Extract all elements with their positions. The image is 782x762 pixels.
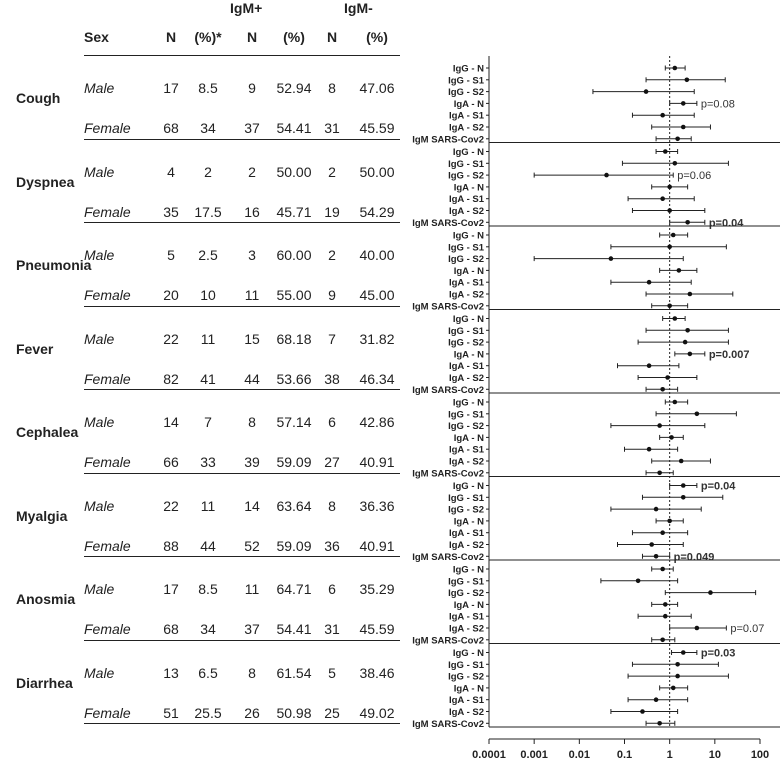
table-cell: 36.36 (359, 497, 395, 514)
table-cell: 37 (244, 120, 260, 136)
table-cell: 11 (244, 581, 260, 597)
antibody-label: IgM SARS-Cov2 (412, 551, 484, 563)
table-cell: 11 (200, 330, 216, 347)
estimate-point (609, 256, 614, 261)
table-cell: 50.98 (276, 704, 312, 721)
table-cell: 26 (244, 704, 260, 721)
estimate-point (673, 316, 678, 321)
table-cell: 38 (324, 370, 340, 387)
sex-label-male: Male (84, 497, 115, 514)
header-pct-total: (%)* (194, 29, 222, 45)
table-cell: 22 (163, 497, 179, 514)
sex-label-female: Female (84, 370, 131, 387)
estimate-point (657, 423, 662, 428)
antibody-label: IgG - S2 (448, 337, 484, 349)
antibody-label: IgA - S2 (448, 206, 484, 217)
estimate-point (671, 233, 676, 238)
antibody-label: IgA - N (453, 432, 484, 444)
estimate-point (665, 375, 670, 380)
table-cell: 44 (244, 370, 260, 387)
estimate-point (654, 507, 659, 512)
p-value-label: p=0.08 (700, 98, 735, 111)
table-cell: 54.29 (359, 203, 395, 220)
symptom-label: Diarrhea (16, 674, 73, 691)
estimate-point (644, 89, 649, 94)
table-cell: 8.5 (198, 80, 218, 96)
antibody-label: IgA - N (453, 265, 484, 277)
estimate-point (667, 519, 672, 524)
antibody-label: IgM SARS-Cov2 (412, 384, 484, 396)
antibody-label: IgG - S1 (448, 576, 484, 588)
antibody-label: IgA - S1 (448, 361, 484, 373)
table-cell: 54.41 (276, 621, 312, 637)
table-cell: 2 (328, 163, 336, 180)
antibody-label: IgM SARS-Cov2 (412, 134, 484, 146)
antibody-label: IgG - N (452, 147, 484, 158)
table-cell: 2 (248, 163, 256, 180)
table-cell: 68 (163, 621, 179, 637)
table-cell: 5 (167, 247, 175, 263)
table-cell: 2 (328, 247, 336, 263)
antibody-label: IgA - N (453, 516, 484, 528)
sex-label-male: Male (84, 414, 115, 430)
table-cell: 4 (167, 163, 175, 180)
x-tick-label: 100 (750, 749, 770, 761)
table-cell: 3 (248, 247, 256, 263)
estimate-point (640, 709, 645, 714)
antibody-label: IgG - S2 (448, 87, 484, 99)
table-cell: 31 (324, 621, 340, 637)
header-pct-igm-pos: (%) (283, 29, 305, 45)
estimate-point (695, 626, 700, 631)
sex-label-male: Male (84, 80, 115, 96)
table-cell: 34 (200, 621, 216, 637)
estimate-point (654, 697, 659, 702)
antibody-label: IgA - S2 (448, 122, 484, 134)
table-cell: 19 (324, 203, 340, 220)
table-cell: 6 (328, 414, 336, 430)
estimate-point (677, 268, 682, 273)
antibody-label: IgG - N (452, 230, 484, 242)
estimate-point (636, 579, 641, 584)
antibody-label: IgG - S2 (448, 588, 484, 600)
antibody-label: IgA - S2 (448, 707, 484, 718)
antibody-label: IgA - S1 (448, 194, 484, 206)
estimate-point (663, 149, 668, 154)
antibody-label: IgG - N (452, 397, 484, 409)
estimate-point (654, 554, 659, 559)
symptom-label: Dyspnea (16, 173, 75, 190)
antibody-label: IgG - S1 (448, 75, 484, 87)
x-tick-label: 0.1 (616, 749, 633, 761)
table-cell: 46.34 (359, 370, 395, 387)
table-cell: 57.14 (276, 414, 312, 430)
antibody-label: IgG - S1 (448, 242, 484, 254)
antibody-label: IgG - N (452, 648, 484, 659)
x-tick-label: 1 (666, 749, 673, 761)
symptom-label: Cough (16, 90, 61, 106)
sex-label-female: Female (84, 287, 131, 303)
estimate-point (685, 220, 690, 225)
header-n-igm-neg: N (326, 29, 338, 45)
table-cell: 33 (200, 454, 216, 470)
table-cell: 36 (324, 537, 340, 554)
group-header-igm-negative: IgM- (344, 0, 373, 16)
x-tick-label: 0.01 (568, 749, 591, 761)
estimate-point (660, 196, 665, 201)
table-cell: 6 (328, 581, 336, 597)
antibody-label: IgM SARS-Cov2 (412, 217, 484, 229)
estimate-point (667, 304, 672, 309)
table-cell: 45.59 (359, 120, 395, 136)
table-cell: 50.00 (359, 163, 395, 180)
antibody-label: IgM SARS-Cov2 (412, 468, 484, 480)
estimate-point (673, 66, 678, 71)
antibody-label: IgA - S1 (448, 110, 484, 122)
estimate-point (681, 125, 686, 130)
x-tick-label: 0.0001 (472, 749, 506, 761)
table-cell: 7 (328, 330, 336, 347)
table-cell: 9 (248, 80, 256, 96)
table-cell: 54.41 (276, 120, 312, 136)
table-cell: 55.00 (276, 287, 312, 303)
estimate-point (604, 173, 609, 178)
antibody-label: IgA - S2 (448, 540, 484, 551)
antibody-label: IgA - S1 (448, 695, 484, 707)
estimate-point (679, 459, 684, 464)
table-cell: 11 (200, 497, 216, 514)
table-cell: 38.46 (359, 664, 395, 681)
symptom-label: Fever (16, 340, 54, 357)
table-cell: 66 (163, 454, 179, 470)
estimate-point (667, 185, 672, 190)
antibody-label: IgG - N (452, 564, 484, 576)
estimate-point (660, 638, 665, 643)
symptom-label: Pneumonia (16, 257, 92, 273)
symptom-label: Myalgia (16, 507, 68, 524)
p-value-label: p=0.04 (708, 217, 744, 230)
table-cell: 40.91 (359, 537, 395, 554)
antibody-label: IgA - S2 (448, 456, 484, 468)
estimate-point (673, 400, 678, 405)
table-cell: 2.5 (198, 247, 218, 263)
table-cell: 82 (163, 370, 179, 387)
table-cell: 22 (163, 330, 179, 347)
estimate-point (708, 590, 713, 595)
antibody-label: IgA - N (453, 599, 484, 611)
sex-label-female: Female (84, 621, 131, 637)
header-sex: Sex (84, 29, 109, 45)
sex-label-female: Female (84, 120, 131, 136)
table-cell: 53.66 (276, 370, 312, 387)
antibody-label: IgG - S2 (448, 421, 484, 433)
table-cell: 59.09 (276, 454, 312, 470)
antibody-label: IgA - S2 (448, 289, 484, 301)
estimate-point (683, 340, 688, 345)
table-cell: 88 (163, 537, 179, 554)
table-cell: 17 (163, 581, 179, 597)
table-cell: 11 (244, 287, 260, 303)
table-cell: 5 (328, 664, 336, 681)
antibody-label: IgG - S1 (448, 325, 484, 337)
table-cell: 6.5 (198, 664, 218, 681)
estimate-point (657, 721, 662, 726)
x-tick-label: 0.001 (520, 749, 548, 761)
table-cell: 52.94 (276, 80, 312, 96)
table-cell: 37 (244, 621, 260, 637)
antibody-label: IgA - N (453, 683, 484, 695)
p-value-label: p=0.04 (700, 480, 736, 493)
antibody-label: IgA - S1 (448, 444, 484, 456)
table-cell: 25.5 (194, 704, 222, 721)
antibody-label: IgA - N (453, 98, 484, 110)
table-cell: 14 (244, 497, 260, 514)
antibody-label: IgG - S1 (448, 409, 484, 421)
table-cell: 17.5 (194, 203, 222, 220)
table-cell: 34 (200, 120, 216, 136)
antibody-label: IgA - S1 (448, 277, 484, 289)
sex-label-female: Female (84, 203, 131, 220)
sex-label-female: Female (84, 454, 131, 470)
symptom-label: Anosmia (16, 591, 76, 607)
table-cell: 27 (324, 454, 340, 470)
sex-label-male: Male (84, 247, 115, 263)
table-cell: 8 (248, 414, 256, 430)
estimate-point (675, 662, 680, 667)
table-cell: 42.86 (359, 414, 395, 430)
antibody-label: IgA - S1 (448, 611, 484, 623)
antibody-label: IgG - S2 (448, 254, 484, 266)
sex-label-female: Female (84, 704, 131, 721)
table-cell: 8 (248, 664, 256, 681)
estimate-point (657, 471, 662, 476)
antibody-label: IgG - N (452, 481, 484, 492)
estimate-point (681, 483, 686, 488)
antibody-label: IgM SARS-Cov2 (412, 718, 484, 730)
estimate-point (667, 208, 672, 213)
table-cell: 20 (163, 287, 179, 303)
symptom-label: Cephalea (16, 424, 79, 440)
header-pct-igm-neg: (%) (366, 29, 388, 45)
x-tick-label: 10 (708, 749, 721, 761)
antibody-label: IgG - S2 (448, 671, 484, 683)
table-cell: 60.00 (276, 247, 312, 263)
estimate-point (647, 363, 652, 368)
sex-label-male: Male (84, 330, 115, 347)
estimate-point (660, 530, 665, 535)
sex-label-male: Male (84, 664, 115, 681)
table-cell: 59.09 (276, 537, 312, 554)
estimate-point (669, 435, 674, 440)
table-cell: 45.71 (276, 203, 312, 220)
table-cell: 9 (328, 287, 336, 303)
table-cell: 63.64 (276, 497, 312, 514)
table-cell: 8.5 (198, 581, 218, 597)
table-cell: 8 (328, 497, 336, 514)
p-value-label: p=0.049 (673, 551, 715, 564)
table-cell: 47.06 (359, 80, 395, 96)
antibody-label: IgG - N (452, 314, 484, 325)
estimate-point (663, 614, 668, 619)
table-cell: 64.71 (276, 581, 312, 597)
estimate-point (681, 495, 686, 500)
antibody-label: IgA - S2 (448, 373, 484, 384)
sex-label-female: Female (84, 537, 131, 554)
estimate-point (660, 113, 665, 118)
table-cell: 31.82 (359, 330, 395, 347)
table-cell: 25 (324, 704, 340, 721)
table-cell: 13 (163, 664, 179, 681)
table-cell: 45.00 (359, 287, 395, 303)
table-cell: 17 (163, 80, 179, 96)
table-cell: 7 (204, 414, 212, 430)
estimate-point (695, 412, 700, 417)
antibody-label: IgG - S1 (448, 492, 484, 504)
table-cell: 50.00 (276, 163, 312, 180)
table-cell: 41 (200, 370, 216, 387)
estimate-point (660, 567, 665, 572)
estimate-point (649, 542, 654, 547)
table-cell: 68 (163, 120, 179, 136)
antibody-label: IgA - N (453, 182, 484, 194)
antibody-label: IgA - N (453, 349, 484, 361)
p-value-label: p=0.007 (708, 348, 750, 361)
antibody-label: IgA - S2 (448, 623, 484, 635)
table-cell: 15 (244, 330, 260, 347)
estimate-point (688, 292, 693, 297)
table-cell: 52 (244, 537, 260, 554)
estimate-point (681, 101, 686, 106)
sex-label-male: Male (84, 581, 115, 597)
estimate-point (688, 352, 693, 357)
table-cell: 31 (324, 120, 340, 136)
table-cell: 61.54 (276, 664, 312, 681)
antibody-label: IgG - S2 (448, 170, 484, 182)
table-cell: 45.59 (359, 621, 395, 637)
antibody-label: IgA - S1 (448, 528, 484, 540)
table-cell: 68.18 (276, 330, 312, 347)
table-cell: 14 (163, 414, 179, 430)
estimate-point (671, 686, 676, 691)
table-cell: 51 (163, 704, 179, 721)
antibody-label: IgG - S1 (448, 158, 484, 170)
table-cell: 2 (204, 163, 212, 180)
table-cell: 44 (200, 537, 216, 554)
estimate-point (685, 328, 690, 333)
estimate-point (673, 161, 678, 166)
p-value-label: p=0.07 (730, 623, 765, 635)
estimate-point (647, 280, 652, 285)
antibody-label: IgM SARS-Cov2 (412, 301, 484, 313)
estimate-point (675, 674, 680, 679)
table-cell: 16 (244, 203, 260, 220)
header-n-igm-pos: N (246, 29, 258, 45)
table-cell: 35.29 (359, 581, 395, 597)
estimate-point (681, 650, 686, 655)
sex-label-male: Male (84, 163, 115, 180)
antibody-label: IgG - S2 (448, 504, 484, 516)
table-cell: 35 (163, 203, 179, 220)
estimate-point (685, 78, 690, 83)
estimate-point (647, 447, 652, 452)
antibody-label: IgM SARS-Cov2 (412, 635, 484, 647)
table-cell: 10 (200, 287, 216, 303)
table-cell: 8 (328, 80, 336, 96)
estimate-point (660, 387, 665, 392)
estimate-point (675, 137, 680, 142)
antibody-label: IgG - N (452, 63, 484, 75)
table-cell: 40.91 (359, 454, 395, 470)
header-n-total: N (165, 29, 177, 45)
p-value-label: p=0.06 (677, 170, 712, 183)
estimate-point (663, 602, 668, 607)
table-cell: 49.02 (359, 704, 395, 721)
antibody-label: IgG - S1 (448, 659, 484, 671)
table-cell: 39 (244, 454, 260, 470)
p-value-label: p=0.03 (700, 647, 736, 660)
table-cell: 40.00 (359, 247, 395, 263)
estimate-point (667, 245, 672, 250)
group-header-igm-positive: IgM+ (230, 0, 263, 16)
